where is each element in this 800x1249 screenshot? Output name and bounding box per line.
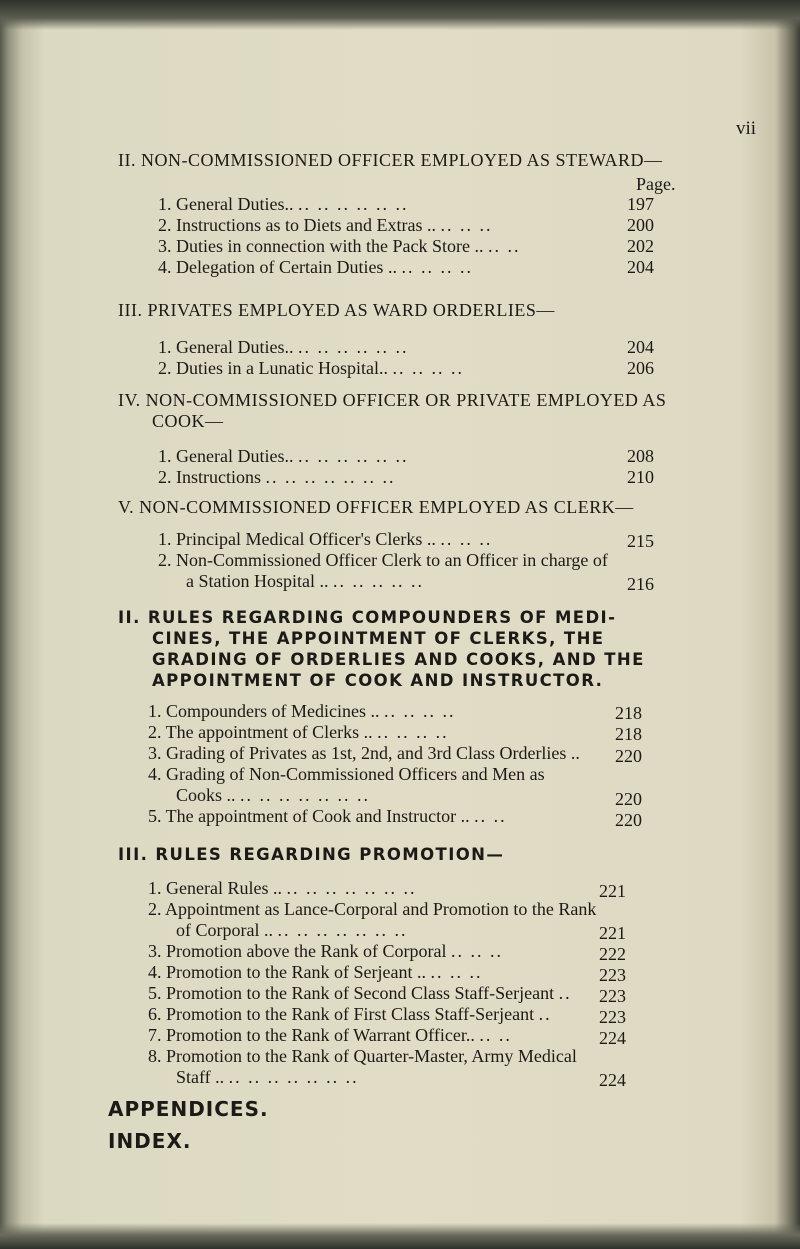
- page-top-edge: [0, 0, 800, 30]
- toc-entry-page: 222: [599, 944, 626, 964]
- page-number: vii: [736, 118, 757, 139]
- toc-entry-page: 220: [615, 789, 642, 809]
- toc-entry-page: 224: [599, 1070, 626, 1090]
- toc-entry[interactable]: 2. Non-Commissioned Officer Clerk to an Officer in charge of: [158, 550, 608, 570]
- toc-entry-page: 215: [627, 531, 654, 551]
- toc-entry[interactable]: 1. Principal Medical Officer's Clerks .. .. .. ..: [158, 529, 493, 549]
- section-heading-cook: IV. NON-COMMISSIONED OFFICER OR PRIVATE EMPLOYED AS: [118, 390, 667, 410]
- toc-entry-page: 223: [599, 1007, 626, 1027]
- toc-entry-page: 221: [599, 881, 626, 901]
- toc-entry[interactable]: 2. Appointment as Lance-Corporal and Promotion to the Rank: [148, 899, 597, 919]
- toc-entry[interactable]: 8. Promotion to the Rank of Quarter-Master, Army Medical: [148, 1046, 577, 1066]
- toc-entry-page: 218: [615, 703, 642, 723]
- toc-entry[interactable]: 1. General Duties.. .. .. .. .. .. ..: [158, 337, 409, 357]
- toc-entry[interactable]: 1. General Duties.. .. .. .. .. .. ..: [158, 194, 409, 214]
- toc-entry-page: 200: [627, 215, 654, 235]
- page-bottom-edge: [0, 1223, 800, 1249]
- toc-entry[interactable]: 1. General Duties.. .. .. .. .. .. ..: [158, 446, 409, 466]
- section-heading-clerk: V. NON-COMMISSIONED OFFICER EMPLOYED AS CLERK—: [118, 497, 634, 517]
- toc-entry-page: 223: [599, 965, 626, 985]
- toc-entry-page: 220: [615, 746, 642, 766]
- toc-entry[interactable]: 5. Promotion to the Rank of Second Class Staff-Serjeant ..: [148, 983, 572, 1003]
- part-heading-line: GRADING OF ORDERLIES AND COOKS, AND THE: [152, 650, 645, 669]
- toc-entry[interactable]: 3. Promotion above the Rank of Corporal .. .. ..: [148, 941, 503, 961]
- toc-entry[interactable]: 2. Duties in a Lunatic Hospital.. .. .. .. ..: [158, 358, 464, 378]
- toc-entry[interactable]: 1. Compounders of Medicines .. .. .. .. ..: [148, 701, 456, 721]
- toc-entry-page: 221: [599, 923, 626, 943]
- toc-entry-page: 204: [627, 337, 654, 357]
- toc-entry-page: 202: [627, 236, 654, 256]
- appendices-heading[interactable]: APPENDICES.: [108, 1097, 269, 1121]
- toc-entry[interactable]: 7. Promotion to the Rank of Warrant Officer.. .. ..: [148, 1025, 512, 1045]
- section-heading-steward: II. NON-COMMISSIONED OFFICER EMPLOYED AS STEWARD—: [118, 150, 663, 170]
- toc-entry-cont[interactable]: Staff .. .. .. .. .. .. .. ..: [176, 1067, 359, 1087]
- toc-entry[interactable]: 5. The appointment of Cook and Instructor .. .. ..: [148, 806, 507, 826]
- toc-entry-page: 224: [599, 1028, 626, 1048]
- toc-entry[interactable]: 2. Instructions as to Diets and Extras .. .. .. ..: [158, 215, 493, 235]
- toc-entry-page: 210: [627, 467, 654, 487]
- toc-entry-page: 220: [615, 810, 642, 830]
- toc-entry[interactable]: 2. Instructions .. .. .. .. .. .. ..: [158, 467, 396, 487]
- part-heading-line: APPOINTMENT OF COOK AND INSTRUCTOR.: [152, 671, 604, 690]
- part-heading-line: CINES, THE APPOINTMENT OF CLERKS, THE: [152, 629, 605, 648]
- index-heading[interactable]: INDEX.: [108, 1129, 192, 1153]
- toc-entry[interactable]: 6. Promotion to the Rank of First Class Staff-Serjeant ..: [148, 1004, 552, 1024]
- page-column-label: Page.: [636, 174, 676, 194]
- toc-entry[interactable]: 3. Duties in connection with the Pack Store .. .. ..: [158, 236, 521, 256]
- toc-entry[interactable]: 3. Grading of Privates as 1st, 2nd, and 3rd Class Orderlies ..: [148, 743, 580, 763]
- toc-entry-page: 218: [615, 724, 642, 744]
- toc-entry-cont[interactable]: of Corporal .. .. .. .. .. .. .. ..: [176, 920, 408, 940]
- toc-entry-page: 197: [627, 194, 654, 214]
- toc-entry-page: 216: [627, 574, 654, 594]
- section-heading-cook-cont: COOK—: [152, 411, 224, 431]
- toc-entry-cont[interactable]: Cooks .. .. .. .. .. .. .. ..: [176, 785, 371, 805]
- toc-entry[interactable]: 4. Grading of Non-Commissioned Officers and Men as: [148, 764, 545, 784]
- toc-entry[interactable]: 4. Promotion to the Rank of Serjeant .. .. .. ..: [148, 962, 483, 982]
- toc-entry-cont[interactable]: a Station Hospital .. .. .. .. .. ..: [186, 571, 424, 591]
- part-heading-promotion: III. RULES REGARDING PROMOTION—: [118, 845, 505, 864]
- toc-entry-page: 206: [627, 358, 654, 378]
- toc-entry-page: 204: [627, 257, 654, 277]
- section-heading-ward-orderlies: III. PRIVATES EMPLOYED AS WARD ORDERLIES—: [118, 300, 555, 320]
- toc-entry[interactable]: 4. Delegation of Certain Duties .. .. .. .. ..: [158, 257, 473, 277]
- toc-entry[interactable]: 2. The appointment of Clerks .. .. .. .. ..: [148, 722, 449, 742]
- toc-entry-page: 223: [599, 986, 626, 1006]
- toc-entry-page: 208: [627, 446, 654, 466]
- part-heading-rules-compounders: II. RULES REGARDING COMPOUNDERS OF MEDI-: [118, 608, 617, 627]
- toc-entry[interactable]: 1. General Rules .. .. .. .. .. .. .. ..: [148, 878, 417, 898]
